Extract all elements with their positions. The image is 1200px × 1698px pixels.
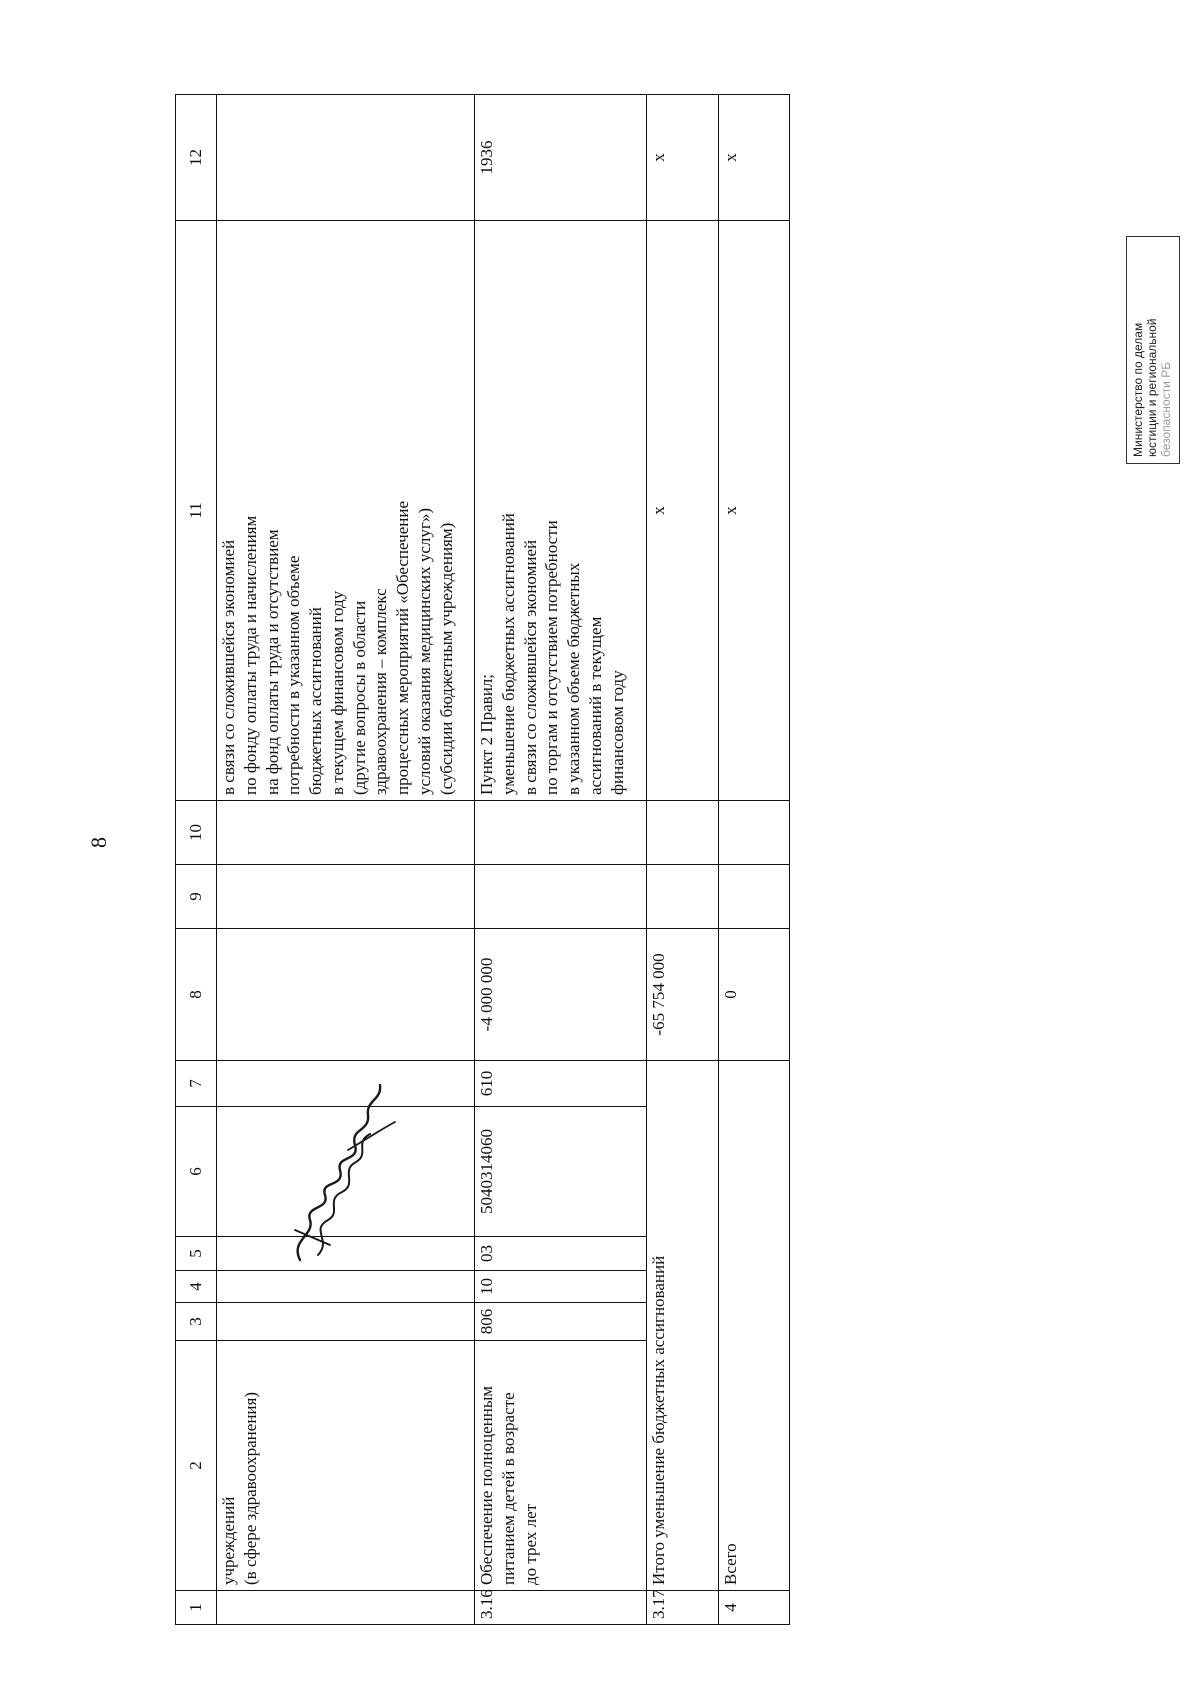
text-line: уменьшение бюджетных ассигнований xyxy=(498,513,518,795)
cell-justification xyxy=(217,221,475,801)
cell-col-12: х xyxy=(647,95,719,221)
page-number: 8 xyxy=(86,837,111,848)
header-cell: 6 xyxy=(176,1107,217,1237)
cell-total-label: Итого уменьшение бюджетных ассигнований xyxy=(647,1061,719,1591)
text-line: учреждений xyxy=(219,1496,238,1585)
text-line: ассигнований в текущем xyxy=(585,616,605,795)
text-line: питанием детей в возрасте xyxy=(498,1392,518,1585)
text-line: процессных мероприятий «Обеспечение xyxy=(393,501,412,795)
cell-section-code: 10 xyxy=(475,1271,647,1303)
header-cell: 7 xyxy=(176,1061,217,1107)
table-row-grand-total xyxy=(718,95,790,1625)
cell-number: 3.17 xyxy=(647,1591,719,1625)
text-line: (другие вопросы в области xyxy=(349,600,369,795)
text-line: на фонд оплаты труда и отсутствием xyxy=(262,529,282,795)
header-cell: 5 xyxy=(176,1237,217,1271)
cell-justification: х xyxy=(647,221,719,801)
text-line: в связи со сложившейся экономией xyxy=(219,539,238,795)
text-line: бюджетных ассигнований xyxy=(306,607,325,795)
text-line: здравоохранения – комплекс xyxy=(371,588,391,795)
cell-total-label: Всего xyxy=(718,1061,790,1591)
cell-col-10 xyxy=(217,801,475,865)
cell-col-12: х xyxy=(718,95,790,221)
budget-table xyxy=(175,94,790,1625)
text-line: до трех лет xyxy=(520,1503,540,1585)
cell-col-9 xyxy=(475,865,647,929)
stamp-line: безопасности РБ xyxy=(1159,361,1173,457)
signature-image xyxy=(270,1070,410,1270)
header-cell: 10 xyxy=(176,801,217,865)
text-line: условий оказания медицинских услуг») xyxy=(414,507,434,795)
rotated-table-container xyxy=(175,95,790,1625)
cell-col-10 xyxy=(647,801,719,865)
header-cell: 2 xyxy=(176,1341,217,1591)
cell-amount xyxy=(217,929,475,1061)
cell-col-9 xyxy=(217,865,475,929)
text-line: Пункт 2 Правил; xyxy=(477,674,496,795)
cell-ministry-code xyxy=(217,1303,475,1341)
cell-subsection-code: 03 xyxy=(475,1237,647,1271)
cell-expense-type: 610 xyxy=(475,1061,647,1107)
header-cell: 9 xyxy=(176,865,217,929)
cell-target-article: 5040314060 xyxy=(475,1107,647,1237)
text-line: в указанном объеме бюджетных xyxy=(564,562,583,795)
cell-col-10 xyxy=(718,801,790,865)
stamp-line: юстиции и региональной xyxy=(1145,318,1159,457)
cell-amount: -4 000 000 xyxy=(475,929,647,1061)
header-row xyxy=(176,95,217,1625)
header-cell: 12 xyxy=(176,95,217,221)
cell-col-12 xyxy=(217,95,475,221)
cell-number: 4 xyxy=(718,1591,790,1625)
text-line: в связи со сложившейся экономией xyxy=(520,539,540,795)
cell-description xyxy=(217,1341,475,1591)
cell-number: 3.16 xyxy=(475,1591,647,1625)
header-cell: 1 xyxy=(176,1591,217,1625)
table-row xyxy=(475,95,647,1625)
header-cell: 3 xyxy=(176,1303,217,1341)
cell-col-10 xyxy=(475,801,647,865)
cell-amount: -65 754 000 xyxy=(647,929,719,1061)
stamp-line: Министерство по делам xyxy=(1131,322,1145,457)
cell-col-12: 1936 xyxy=(475,95,647,221)
cell-number xyxy=(217,1591,475,1625)
table-row xyxy=(217,95,475,1625)
text-line: по фонду оплаты труда и начислениям xyxy=(240,515,260,795)
cell-justification xyxy=(475,221,647,801)
header-cell: 8 xyxy=(176,929,217,1061)
header-cell: 11 xyxy=(176,221,217,801)
text-line: финансовом году xyxy=(607,670,627,795)
cell-col-9 xyxy=(647,865,719,929)
stamp xyxy=(1126,236,1180,464)
table-row-total xyxy=(647,95,719,1625)
cell-justification: х xyxy=(718,221,790,801)
text-line: Обеспечение полноценным xyxy=(477,1386,496,1585)
text-line: в текущем финансовом году xyxy=(327,590,347,795)
header-cell: 4 xyxy=(176,1271,217,1303)
cell-col-9 xyxy=(718,865,790,929)
cell-section-code xyxy=(217,1271,475,1303)
text-line: (субсидии бюджетным учреждениям) xyxy=(436,522,456,795)
text-line: (в сфере здравоохранения) xyxy=(240,1391,260,1585)
cell-description xyxy=(475,1341,647,1591)
cell-amount: 0 xyxy=(718,929,790,1061)
text-line: потребности в указанном объеме xyxy=(284,555,304,795)
text-line: по торгам и отсутствием потребности xyxy=(542,520,562,795)
cell-ministry-code: 806 xyxy=(475,1303,647,1341)
